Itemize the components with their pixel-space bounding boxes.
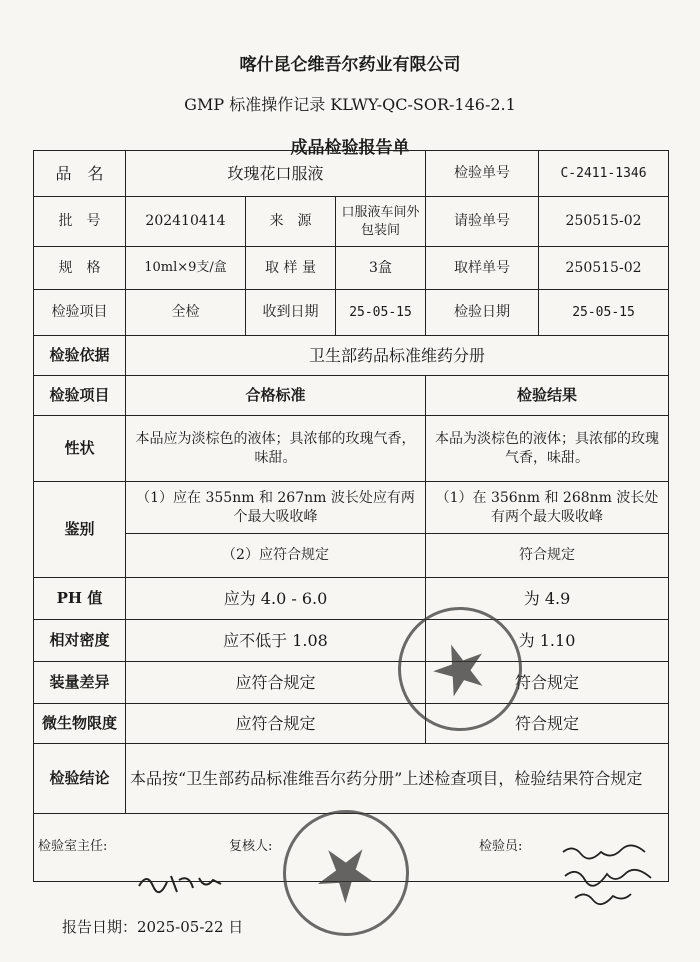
row-basis <box>34 336 669 376</box>
product-label: 品 名 <box>34 151 126 197</box>
column-item-header: 检验项目 <box>34 376 126 416</box>
identification-result-1: （1）在 356nm 和 268nm 波长处有两个最大吸收峰 <box>426 482 669 534</box>
identification-standard-1: （1）应在 355nm 和 267nm 波长处应有两个最大吸收峰 <box>126 482 426 534</box>
received-label: 收到日期 <box>246 290 336 336</box>
director-signature <box>135 868 225 898</box>
row-appearance <box>34 416 669 482</box>
fill-name: 装量差异 <box>34 662 126 704</box>
row-ph <box>34 578 669 620</box>
source-value: 口服液车间外包装间 <box>336 197 426 247</box>
inspection-report-table <box>33 150 669 882</box>
basis-label: 检验依据 <box>34 336 126 376</box>
density-standard: 应不低于 1.08 <box>126 620 426 662</box>
batch-label: 批 号 <box>34 197 126 247</box>
identification-standard-2: （2）应符合规定 <box>126 534 426 578</box>
row-batch <box>34 197 669 247</box>
batch-value: 202410414 <box>126 197 246 247</box>
reviewer-label: 复核人: <box>229 839 273 854</box>
column-result-header: 检验结果 <box>426 376 669 416</box>
row-test-item <box>34 290 669 336</box>
ph-name: PH 值 <box>34 578 126 620</box>
row-fill-variation <box>34 662 669 704</box>
ph-result: 为 4.9 <box>426 578 669 620</box>
fill-standard: 应符合规定 <box>126 662 426 704</box>
received-value: 25-05-15 <box>336 290 426 336</box>
identification-name: 鉴别 <box>34 482 126 578</box>
density-result: 为 1.10 <box>426 620 669 662</box>
density-name: 相对密度 <box>34 620 126 662</box>
row-spec <box>34 247 669 290</box>
item-value: 全检 <box>126 290 246 336</box>
appearance-name: 性状 <box>34 416 126 482</box>
appearance-result: 本品为淡棕色的液体；具浓郁的玫瑰气香，味甜。 <box>426 416 669 482</box>
conclusion-label: 检验结论 <box>34 744 126 814</box>
request-no-label: 请验单号 <box>426 197 539 247</box>
company-name: 喀什昆仑维吾尔药业有限公司 <box>239 55 461 75</box>
sample-qty-label: 取 样 量 <box>246 247 336 290</box>
spec-value: 10ml×9支/盒 <box>126 247 246 290</box>
test-no-value: C-2411-1346 <box>539 151 669 197</box>
micro-name: 微生物限度 <box>34 704 126 744</box>
row-density <box>34 620 669 662</box>
inspector-label: 检验员: <box>479 839 523 854</box>
micro-result: 符合规定 <box>426 704 669 744</box>
report-title: 成品检验报告单 <box>290 138 410 158</box>
inspector-signature <box>555 842 675 908</box>
test-date-value: 25-05-15 <box>539 290 669 336</box>
source-label: 来 源 <box>246 197 336 247</box>
row-identification-1 <box>34 482 669 534</box>
test-no-label: 检验单号 <box>426 151 539 197</box>
report-date: 报告日期：2025-05-22 日 <box>62 918 244 936</box>
appearance-standard: 本品应为淡棕色的液体；具浓郁的玫瑰气香，味甜。 <box>126 416 426 482</box>
spec-label: 规 格 <box>34 247 126 290</box>
document-code: GMP 标准操作记录 KLWY-QC-SOR-146-2.1 <box>184 95 516 114</box>
fill-result: 符合规定 <box>426 662 669 704</box>
sample-no-value: 250515-02 <box>539 247 669 290</box>
identification-result-2: 符合规定 <box>426 534 669 578</box>
basis-value: 卫生部药品标准维药分册 <box>126 336 669 376</box>
request-no-value: 250515-02 <box>539 197 669 247</box>
row-microbial <box>34 704 669 744</box>
director-label: 检验室主任: <box>38 839 108 854</box>
test-date-label: 检验日期 <box>426 290 539 336</box>
item-label: 检验项目 <box>34 290 126 336</box>
conclusion-text: 本品按“卫生部药品标准维吾尔药分册”上述检查项目，检验结果符合规定 <box>126 744 669 814</box>
row-identification-2 <box>34 534 669 578</box>
row-column-headers <box>34 376 669 416</box>
sample-qty-value: 3盒 <box>336 247 426 290</box>
row-product <box>34 151 669 197</box>
column-standard-header: 合格标准 <box>126 376 426 416</box>
ph-standard: 应为 4.0 - 6.0 <box>126 578 426 620</box>
micro-standard: 应符合规定 <box>126 704 426 744</box>
sample-no-label: 取样单号 <box>426 247 539 290</box>
product-value: 玫瑰花口服液 <box>126 151 426 197</box>
